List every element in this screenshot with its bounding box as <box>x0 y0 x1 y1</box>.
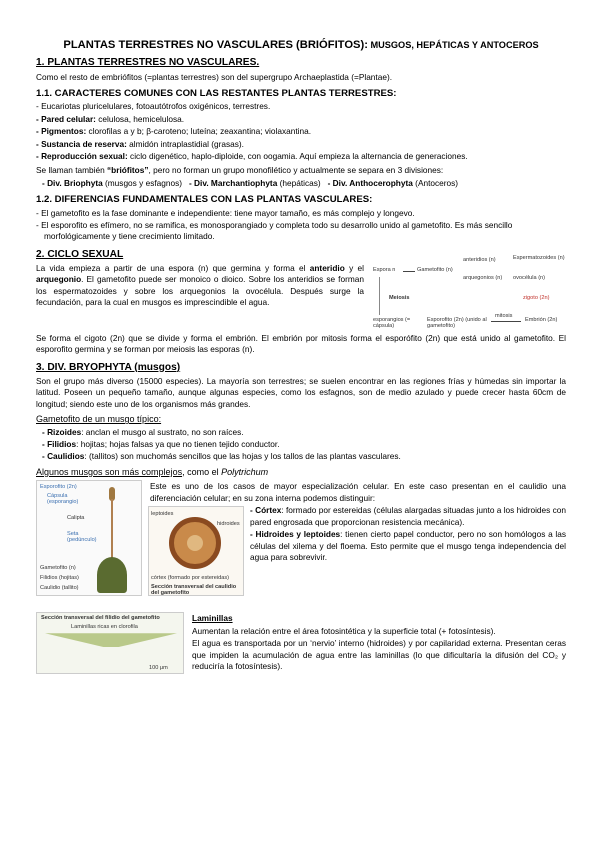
diagram-espermatozoides: Espermatozoides (n) <box>513 254 565 261</box>
page <box>36 38 566 674</box>
polytrichum-intro: Este es uno de los casos de mayor especialización celular. En este caso presentan en el caulidio una diferenciación celular; en su zona interna podemos distinguir: <box>150 481 566 503</box>
moss-photo <box>36 480 142 596</box>
trait-2: - Pared celular: celulosa, hemicelulosa. <box>36 113 185 124</box>
page-title <box>36 38 566 53</box>
section-1-heading: 1. PLANTAS TERRESTRES NO VASCULARES. <box>36 57 260 69</box>
moss-label-calipta: Calipta <box>67 515 85 522</box>
diagram-esporofito: Esporofito (2n) (unido al gametofito) <box>427 316 487 330</box>
heading-1-1: 1.1. CARACTERES COMUNES CON LAS RESTANTES PLANTAS TERRESTRES: <box>36 87 397 99</box>
trait-3: - Pigmentos: clorofilas a y b; β-caroteno; luteína; zeaxantina; violaxantina. <box>36 126 312 137</box>
heading-1-2: 1.2. DIFERENCIAS FUNDAMENTALES CON LAS PLANTAS VASCULARES: <box>36 194 373 206</box>
moss-label-seta: Seta (pedúnculo) <box>67 531 97 544</box>
leaf-label-laminillas: Laminillas ricas en clorofila <box>71 624 138 631</box>
difference-2: - El esporofito es efímero, no se ramifica, es monosporangiado y completa todo su desarrollo unido al gametofito. Es más sencillo morfológicamente y tiene crecimiento limitado. <box>36 219 513 242</box>
moss-label-esporofito: Esporofito (2n) <box>40 484 77 491</box>
difference-1: - El gametofito es la fase dominante e independiente: tiene mayor tamaño, es más complejo y longevo. <box>36 207 415 218</box>
diagram-embrion: Embrión (2n) <box>525 316 558 323</box>
moss-label-capsula: Cápsula (esporangio) <box>47 493 79 506</box>
polytrichum-tissues <box>250 504 566 564</box>
bryophyta-intro: Son el grupo más diverso (15000 especies). La mayoría son terrestres; se suelen encontrar en las regiones frías y húmedas sin importar la latitud. Poseen un pequeño tamaño, aunque algunas especies, como los esfagnos, son de medio azulado y puede crecer hasta 60cm de longitud; siendo este uno de los organismos más grandes. <box>36 375 566 409</box>
divisions-list: - Div. Briophyta (musgos y esfagnos) - Div. Marchantiophyta (hepáticas) - Div. Anthocerophyta (Antoceros) <box>42 177 459 188</box>
polytrichum-text <box>150 480 566 505</box>
diagram-espora: Espora n <box>373 266 396 273</box>
laminillas-text-1: Aumentan la relación entre el área fotosintética y la superficie total (+ fotosíntesis). <box>192 625 496 636</box>
moss-label-gametofito: Gametofito (n) <box>40 565 76 572</box>
cycle-paragraph-2: Se forma el cigoto (2n) que se divide y forma el embrión. El embrión por mitosis forma el esporófito (2n) que está unido al gametofito. El esporofito germina y se forman por meiosis las esporas (n). <box>36 332 566 355</box>
title-sub: MUSGOS, HEPÁTICAS Y ANTOCEROS <box>367 40 539 50</box>
gametofito-rizoides: - Rizoides: anclan el musgo al sustrato, no son raíces. <box>42 426 244 437</box>
gametofito-filidios: - Filidios: hojitas; hojas falsas ya que no tienen tejido conductor. <box>42 439 280 449</box>
leaf-label-caption: Sección transversal del filidio del gametofito <box>41 615 160 622</box>
gametofito-heading: Gametofito de un musgo típico: <box>36 414 162 425</box>
stem-section-photo <box>148 506 244 596</box>
section-label-hidroides: hidroides <box>217 521 240 528</box>
laminillas-text-2: El agua es transportada por un ‘nervio’ interno (hidroides) y por capilaridad externa. Presentan ceras que impiden la acumulación de agua entre las laminillas (lo que dificultaría la difusión del CO₂ y reduciría la fotosíntesis). <box>192 638 566 672</box>
section-label-leptoides: leptoides <box>151 511 174 518</box>
diagram-arquegonios: arquegonios (n) <box>463 274 503 281</box>
trait-1: - Eucariotas pluricelulares, fotoautótrofos oxigénicos, terrestres. <box>36 101 271 112</box>
cycle-paragraph-1: La vida empieza a partir de una espora (n) que germina y forma el anteridio y el arquegonio. El gametofito puede ser monoico o dioico. Sobre los anteridios se forman los espermatozoides y sobre los arquegonios la ovocélula. Después surge la fecundación, para la cual en musgos es imprescindible el agua. <box>36 262 365 308</box>
diagram-anteridios: anteridios (n) <box>463 256 496 263</box>
complex-mosses-heading: Algunos musgos son más complejos, como el Polytrichum <box>36 466 269 477</box>
diagram-gametofito: Gametofito (n) <box>417 266 453 273</box>
diagram-ovocelula: ovocélula (n) <box>513 274 546 281</box>
section-caption: Sección transversal del caulidio del gametofito <box>151 584 237 597</box>
tissue-hidroides: - Hidroides y leptoides: tienen cierto papel conductor, pero no son homólogos a las células del xilema y del floema. Esto permite que el musgo tenga independencia del agua para sobrevivir. <box>250 529 566 563</box>
polytrichum-block <box>36 480 566 598</box>
diagram-meiosis: Meiosis <box>389 294 410 301</box>
tissue-cortex: - Córtex: formado por estereidas (células alargadas situadas junto a los hidroides con pared engrosada que proporcionan resistencia mecánica). <box>250 505 566 527</box>
title-main: PLANTAS TERRESTRES NO VASCULARES (BRIÓFITOS): <box>63 39 368 51</box>
moss-label-filidios: Filidios (hojitas) <box>40 575 79 582</box>
diagram-cigoto: zigoto (2n) <box>523 294 550 301</box>
trait-5: - Reproducción sexual: ciclo digenético, haplo-diploide, con oogamia. Aquí empieza la alternancia de generaciones. <box>36 150 468 161</box>
laminillas-heading: Laminillas <box>192 613 233 624</box>
moss-label-caulidio: Caulidio (tallito) <box>40 585 79 592</box>
section-1-intro: Como el resto de embriófitos (=plantas terrestres) son del supergrupo Archaeplastida (=Plantae). <box>36 71 393 82</box>
leaf-label-scale: 100 μm <box>149 665 168 672</box>
gametofito-caulidios: - Caulidios: (tallitos) son muchomás sencillos que las hojas y los tallos de las plantas vasculares. <box>42 451 401 462</box>
leaf-section-photo <box>36 612 184 674</box>
section-label-cortex: córtex (formado por estereidas) <box>151 575 230 582</box>
diagram-esporangios: esporangios (= cápsula) <box>373 316 411 330</box>
section-3-heading: 3. DIV. BRYOPHYTA (musgos) <box>36 361 181 373</box>
briofitos-note: Se llaman también “briófitos”, pero no forman un grupo monofilético y actualmente se separa en 3 divisiones: <box>36 165 444 176</box>
trait-4: - Sustancia de reserva: almidón intraplastidial (grasas). <box>36 138 244 149</box>
laminillas-text <box>192 612 566 674</box>
life-cycle-diagram <box>372 252 564 332</box>
section-2-heading: 2. CICLO SEXUAL <box>36 248 124 260</box>
laminillas-block <box>36 612 566 674</box>
diagram-mitosis: mitosis <box>495 312 513 319</box>
